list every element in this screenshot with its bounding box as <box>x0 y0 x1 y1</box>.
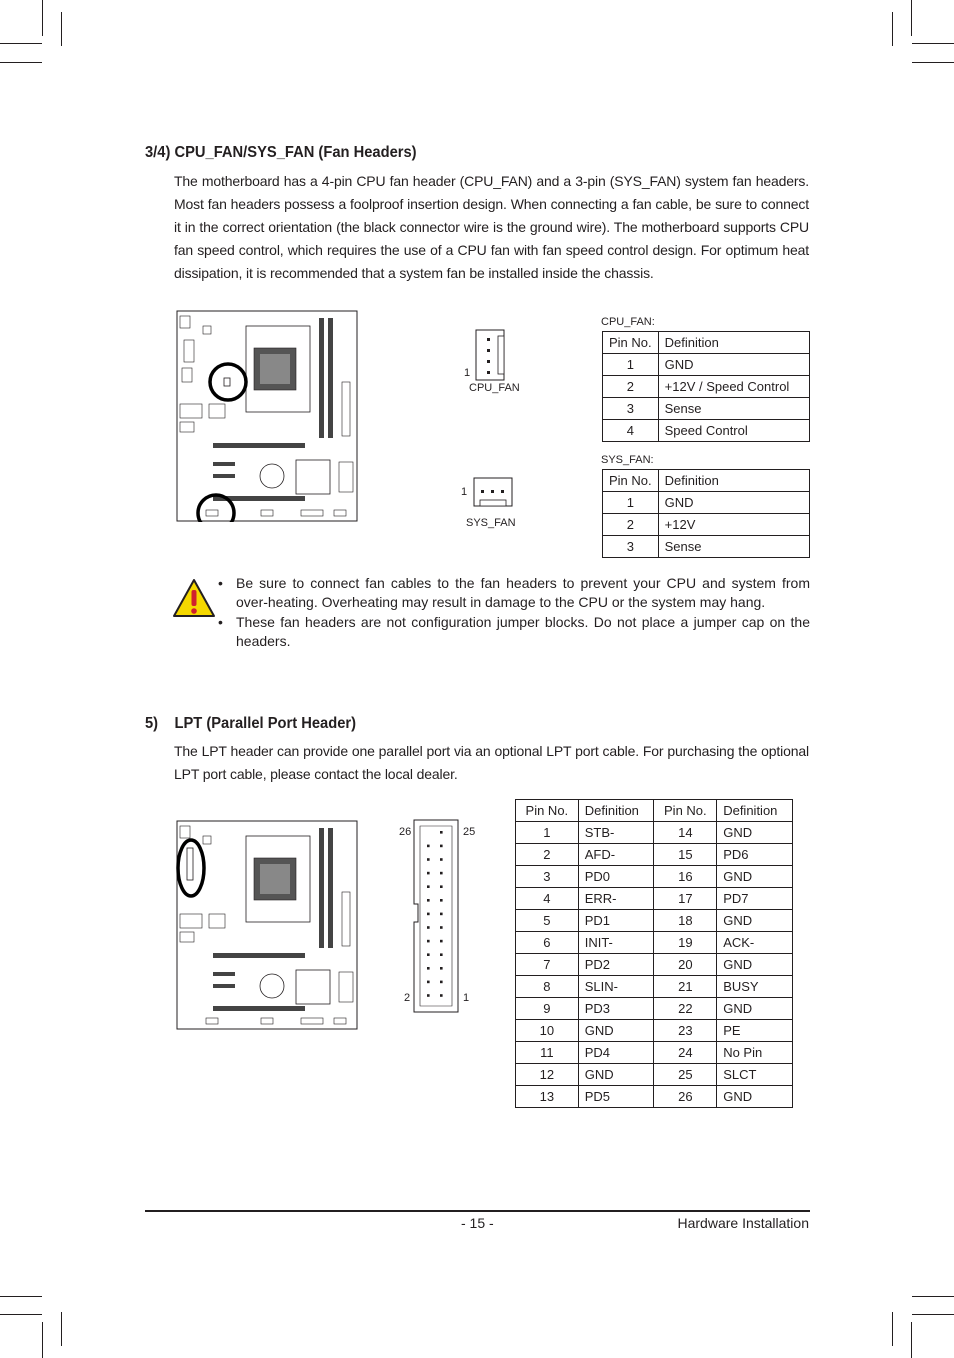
pin-definition: ACK- <box>717 932 793 954</box>
pin-number: 5 <box>516 910 579 932</box>
table-row <box>516 866 793 888</box>
pin-number: 10 <box>516 1020 579 1042</box>
pin-definition: GND <box>578 1020 654 1042</box>
lpt-pin <box>427 926 430 929</box>
pin-number: 3 <box>603 398 659 420</box>
lpt-pin <box>440 899 443 902</box>
table-row <box>516 822 793 844</box>
pin-number: 3 <box>603 536 659 558</box>
fan-section-body: The motherboard has a 4-pin CPU fan header (CPU_FAN) and a 3-pin (SYS_FAN) system fan headers. Most fan headers possess a foolproof insertion design. When connecting a fan cable, be sure to connect it in the correct orientation (the black connector wire is the ground wire). The motherboard supports CPU fan speed control, which requires the use of a CPU fan with fan speed control design. For optimum heat dissipation, it is recommended that a system fan be installed inside the chassis. <box>174 173 809 281</box>
footer-section-name: Hardware Installation <box>677 1215 809 1231</box>
pin-definition: GND <box>717 822 793 844</box>
pin-definition: PE <box>717 1020 793 1042</box>
lpt-pin <box>440 845 443 848</box>
lpt-pin <box>440 885 443 888</box>
lpt-pin <box>440 831 443 834</box>
crop-mark <box>912 43 954 44</box>
table-row <box>516 888 793 910</box>
header-definition: Definition <box>658 470 809 492</box>
header-pin-no: Pin No. <box>516 800 579 822</box>
pin-number: 4 <box>516 888 579 910</box>
pin-number: 22 <box>654 998 717 1020</box>
lpt-pin <box>427 913 430 916</box>
pin-definition: GND <box>717 998 793 1020</box>
pin-number: 26 <box>654 1086 717 1108</box>
warning-icon <box>172 578 216 618</box>
pin-definition: GND <box>658 354 809 376</box>
sys-fan-table-caption: SYS_FAN: <box>601 454 654 466</box>
crop-mark <box>0 1314 42 1315</box>
lpt-pin <box>440 913 443 916</box>
pin-definition: +12V / Speed Control <box>658 376 809 398</box>
pin-number: 11 <box>516 1042 579 1064</box>
lpt-pin <box>427 940 430 943</box>
warning-item: • These fan headers are not configuration jumper blocks. Do not place a jumper cap on the headers. <box>218 613 810 651</box>
pin-number: 25 <box>654 1064 717 1086</box>
lpt-pin <box>427 845 430 848</box>
table-row <box>603 398 810 420</box>
pin-number: 6 <box>516 932 579 954</box>
pin-definition: GND <box>717 866 793 888</box>
footer-rule <box>145 1210 810 1212</box>
table-row <box>603 420 810 442</box>
pin-number: 24 <box>654 1042 717 1064</box>
header-pin-no: Pin No. <box>603 470 659 492</box>
pin-definition: GND <box>578 1064 654 1086</box>
lpt-pin <box>440 940 443 943</box>
pin-definition: Speed Control <box>658 420 809 442</box>
lpt-pin <box>427 953 430 956</box>
pin-number: 13 <box>516 1086 579 1108</box>
pin-number: 2 <box>603 514 659 536</box>
pin-number: 7 <box>516 954 579 976</box>
crop-mark <box>911 1322 912 1358</box>
pin-definition: SLCT <box>717 1064 793 1086</box>
pin-definition: Sense <box>658 398 809 420</box>
table-row <box>603 354 810 376</box>
pin-number: 15 <box>654 844 717 866</box>
pin-definition: PD1 <box>578 910 654 932</box>
lpt-pin <box>440 858 443 861</box>
lpt-pin-1-label: 1 <box>463 992 470 1004</box>
header-definition: Definition <box>717 800 793 822</box>
fan-warning-list <box>218 574 810 652</box>
pin-number: 19 <box>654 932 717 954</box>
table-header-row <box>516 800 793 822</box>
table-header-row <box>603 332 810 354</box>
lpt-pin-table <box>515 799 793 1108</box>
pin-definition: +12V <box>658 514 809 536</box>
crop-mark <box>42 0 43 36</box>
header-definition: Definition <box>658 332 809 354</box>
pin-number: 2 <box>603 376 659 398</box>
sys-fan-pin1-label: 1 <box>461 486 468 498</box>
pin-definition: PD4 <box>578 1042 654 1064</box>
lpt-pin <box>427 981 430 984</box>
lpt-connector-diagram <box>412 818 460 1014</box>
pin-number: 3 <box>516 866 579 888</box>
sys-fan-connector-diagram <box>472 476 514 508</box>
pin-number: 14 <box>654 822 717 844</box>
lpt-pin <box>427 899 430 902</box>
pin-definition: STB- <box>578 822 654 844</box>
pin-number: 8 <box>516 976 579 998</box>
pin-number: 17 <box>654 888 717 910</box>
crop-mark <box>912 1314 954 1315</box>
pin-number: 2 <box>516 844 579 866</box>
pin-definition: PD6 <box>717 844 793 866</box>
page-number: - 15 - <box>461 1215 494 1231</box>
cpu-fan-connector-diagram <box>474 328 506 382</box>
lpt-section-body: The LPT header can provide one parallel port via an optional LPT port cable. For purchasing the optional LPT port cable, please contact the local dealer. <box>174 743 809 782</box>
pin-number: 20 <box>654 954 717 976</box>
warning-item: • Be sure to connect fan cables to the fan headers to prevent your CPU and system from over-heating. Overheating may result in damage to the CPU or the system may hang. <box>218 574 810 612</box>
crop-mark <box>0 62 42 63</box>
lpt-pin-25-label: 25 <box>463 826 476 838</box>
crop-mark <box>42 1322 43 1358</box>
pin-definition: PD0 <box>578 866 654 888</box>
cpu-fan-pin1-label: 1 <box>464 367 471 379</box>
crop-mark <box>61 1312 62 1346</box>
lpt-pin <box>427 967 430 970</box>
pin-definition: ERR- <box>578 888 654 910</box>
crop-mark <box>892 1312 893 1346</box>
lpt-section-title: 5) LPT (Parallel Port Header) <box>145 715 357 732</box>
motherboard-diagram-lpt <box>176 820 358 1030</box>
lpt-pin <box>440 872 443 875</box>
crop-mark <box>912 1296 954 1297</box>
pin-definition: Sense <box>658 536 809 558</box>
cpu-fan-pin-table <box>602 331 810 442</box>
pin-definition: PD2 <box>578 954 654 976</box>
pin-definition: PD5 <box>578 1086 654 1108</box>
crop-mark <box>911 0 912 36</box>
crop-mark <box>912 62 954 63</box>
lpt-pin-26-label: 26 <box>399 826 412 838</box>
pin-definition: GND <box>658 492 809 514</box>
lpt-pin <box>440 967 443 970</box>
table-row <box>603 492 810 514</box>
fan-section-title: 3/4) CPU_FAN/SYS_FAN (Fan Headers) <box>145 144 417 161</box>
lpt-pin <box>427 994 430 997</box>
table-row <box>516 954 793 976</box>
pin-definition: PD3 <box>578 998 654 1020</box>
crop-mark <box>0 43 42 44</box>
pin-number: 1 <box>603 354 659 376</box>
pin-definition: BUSY <box>717 976 793 998</box>
pin-definition: SLIN- <box>578 976 654 998</box>
motherboard-diagram-fan <box>176 310 358 522</box>
lpt-pin <box>427 885 430 888</box>
crop-mark <box>0 1296 42 1297</box>
header-pin-no: Pin No. <box>603 332 659 354</box>
table-row <box>516 1064 793 1086</box>
table-row <box>603 376 810 398</box>
table-row <box>516 844 793 866</box>
pin-definition: No Pin <box>717 1042 793 1064</box>
lpt-pin <box>440 953 443 956</box>
pin-number: 1 <box>516 822 579 844</box>
header-pin-no: Pin No. <box>654 800 717 822</box>
table-row <box>516 1020 793 1042</box>
lpt-pin <box>440 994 443 997</box>
pin-definition: GND <box>717 954 793 976</box>
pin-definition: GND <box>717 910 793 932</box>
pin-number: 18 <box>654 910 717 932</box>
crop-mark <box>892 12 893 46</box>
sys-fan-connector-name: SYS_FAN <box>466 517 516 529</box>
cpu-fan-table-caption: CPU_FAN: <box>601 316 655 328</box>
table-header-row <box>603 470 810 492</box>
table-row <box>516 1086 793 1108</box>
table-row <box>516 1042 793 1064</box>
pin-number: 1 <box>603 492 659 514</box>
pin-number: 21 <box>654 976 717 998</box>
lpt-pin <box>440 981 443 984</box>
pin-definition: INIT- <box>578 932 654 954</box>
table-row <box>516 932 793 954</box>
lpt-pin <box>427 858 430 861</box>
pin-number: 12 <box>516 1064 579 1086</box>
table-row <box>516 998 793 1020</box>
sys-fan-pin-table <box>602 469 810 558</box>
pin-number: 16 <box>654 866 717 888</box>
lpt-pin <box>427 872 430 875</box>
pin-number: 9 <box>516 998 579 1020</box>
pin-definition: PD7 <box>717 888 793 910</box>
crop-mark <box>61 12 62 46</box>
table-row <box>603 536 810 558</box>
table-row <box>603 514 810 536</box>
pin-definition: GND <box>717 1086 793 1108</box>
pin-number: 23 <box>654 1020 717 1042</box>
pin-number: 4 <box>603 420 659 442</box>
lpt-pin-2-label: 2 <box>404 992 411 1004</box>
table-row <box>516 976 793 998</box>
cpu-fan-connector-name: CPU_FAN <box>469 382 520 394</box>
table-row <box>516 910 793 932</box>
header-definition: Definition <box>578 800 654 822</box>
lpt-pin <box>440 926 443 929</box>
pin-definition: AFD- <box>578 844 654 866</box>
